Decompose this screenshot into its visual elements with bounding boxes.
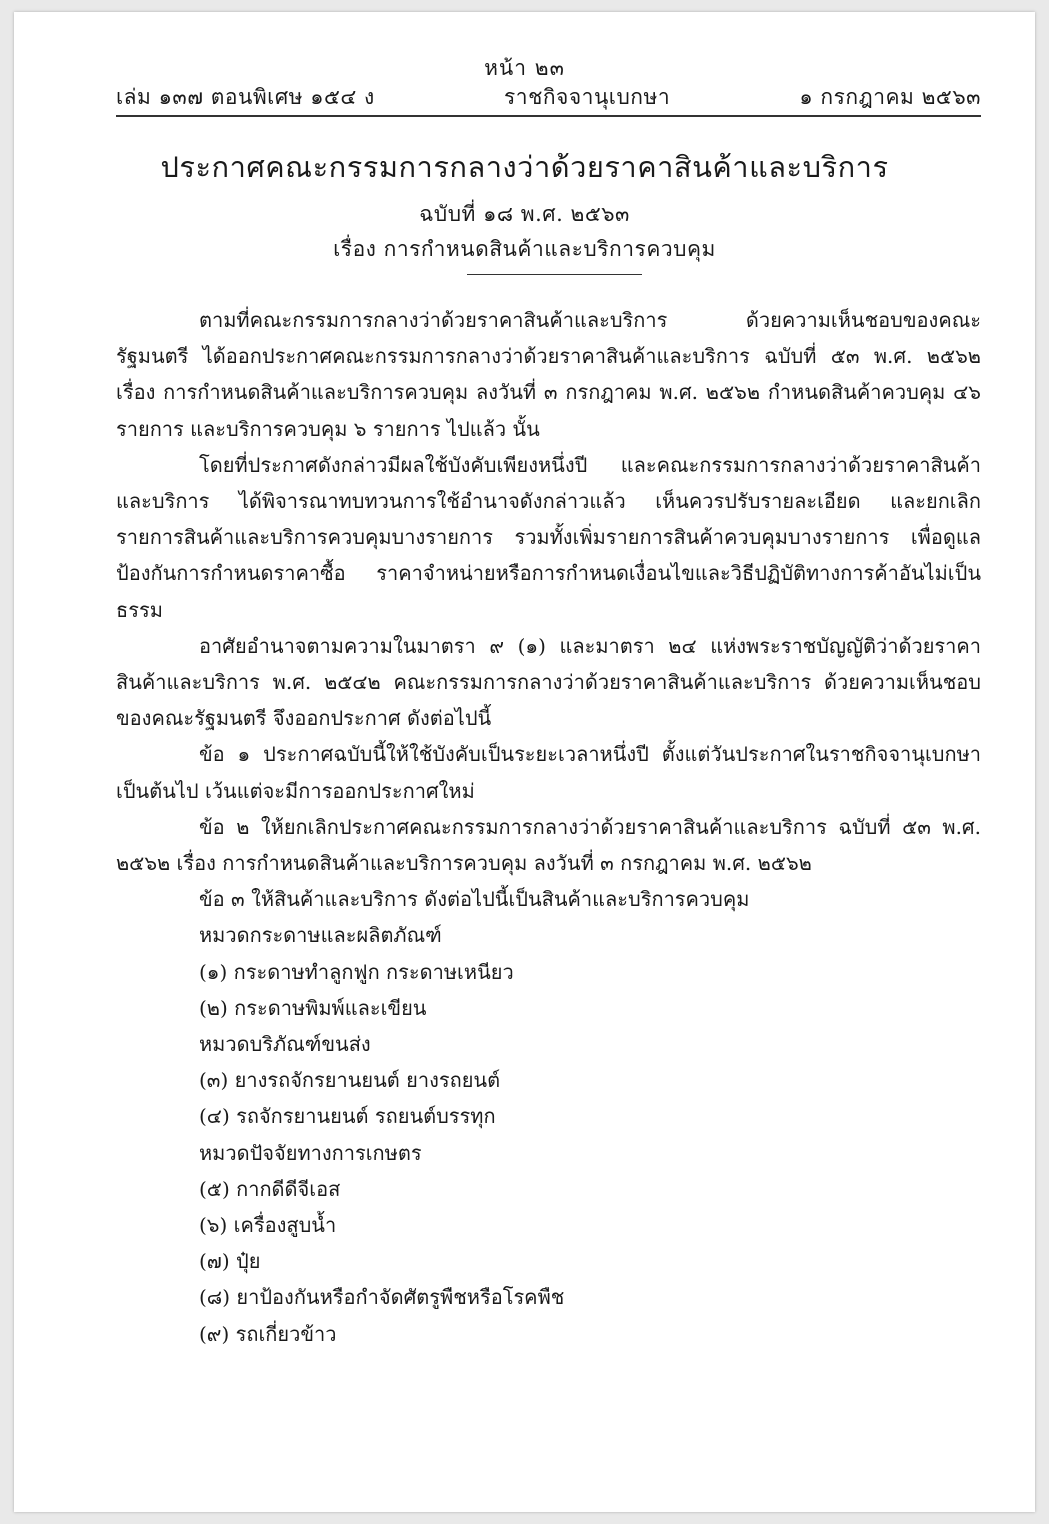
publication-date: ๑ กรกฎาคม ๒๕๖๓	[799, 84, 981, 109]
paragraph-reason: โดยที่ประกาศดังกล่าวมีผลใช้บังคับเพียงหนึ่งปี และคณะกรรมการกลางว่าด้วยราคาสินค้า และบริการ ได้พิจารณาทบทวนการใช้อำนาจดังกล่าวแล้ว เห็นควรปรับรายละเอียด และยกเลิก รายการสินค้าและบริการควบคุมบางรายการ รวมทั้งเพิ่มรายการสินค้าควบคุมบางรายการ เพื่อดูแล ป้องกันการกำหนดราคาซื้อ ราคาจำหน่ายหรือการกำหนดเงื่อนไขและวิธีปฏิบัติทางการค้าอันไม่เป็นธรรม	[116, 452, 981, 622]
gazette-page	[14, 12, 1035, 1512]
paragraph-authority: อาศัยอำนาจตามความในมาตรา ๙ (๑) และมาตรา ๒๔ แห่งพระราชบัญญัติว่าด้วยราคา สินค้าและบริการ พ.ศ. ๒๕๔๒ คณะกรรมการกลางว่าด้วยราคาสินค้าและบริการ ด้วยความเห็นชอบ ของคณะรัฐมนตรี จึงออกประกาศ ดังต่อไปนี้	[116, 633, 981, 731]
list-item: (๘) ยาป้องกันหรือกำจัดศัตรูพืชหรือโรคพืช	[199, 1285, 565, 1310]
gazette-header	[116, 82, 981, 112]
category-title: หมวดกระดาษและผลิตภัณฑ์	[199, 923, 442, 948]
list-item: (๖) เครื่องสูบน้ำ	[199, 1213, 337, 1238]
header-divider	[116, 115, 981, 117]
clause-1: ข้อ ๑ ประกาศฉบับนี้ให้ใช้บังคับเป็นระยะเวลาหนึ่งปี ตั้งแต่วันประกาศในราชกิจจานุเบกษา เป็นต้นไป เว้นแต่จะมีการออกประกาศใหม่	[116, 742, 981, 803]
paragraph-preamble: ตามที่คณะกรรมการกลางว่าด้วยราคาสินค้าและบริการ ด้วยความเห็นชอบของคณะรัฐมนตรี ได้ออกประกาศคณะกรรมการกลางว่าด้วยราคาสินค้าและบริการ ฉบับที่ ๕๓ พ.ศ. ๒๕๖๒ เรื่อง การกำหนดสินค้าและบริการควบคุม ลงวันที่ ๓ กรกฎาคม พ.ศ. ๒๕๖๒ กำหนดสินค้าควบคุม ๔๖ รายการ และบริการควบคุม ๖ รายการ ไปแล้ว นั้น	[116, 308, 981, 441]
clause-3: ข้อ ๓ ให้สินค้าและบริการ ดังต่อไปนี้เป็นสินค้าและบริการควบคุม	[199, 887, 750, 912]
list-item: (๓) ยางรถจักรยานยนต์ ยางรถยนต์	[199, 1068, 501, 1093]
category-title: หมวดปัจจัยทางการเกษตร	[199, 1140, 422, 1165]
gazette-name: ราชกิจจานุเบกษา	[504, 84, 671, 109]
list-item: (๒) กระดาษพิมพ์และเขียน	[199, 995, 427, 1020]
list-item: (๔) รถจักรยานยนต์ รถยนต์บรรทุก	[199, 1104, 496, 1129]
list-item: (๕) กากดีดีจีเอส	[199, 1176, 341, 1201]
title-divider	[467, 274, 642, 275]
document-body	[116, 302, 981, 1352]
category-title: หมวดบริภัณฑ์ขนส่ง	[199, 1032, 371, 1057]
document-subject: เรื่อง การกำหนดสินค้าและบริการควบคุม	[333, 237, 716, 261]
clause-2: ข้อ ๒ ให้ยกเลิกประกาศคณะกรรมการกลางว่าด้วยราคาสินค้าและบริการ ฉบับที่ ๕๓ พ.ศ. ๒๕๖๒ เรื่อง การกำหนดสินค้าและบริการควบคุม ลงวันที่ ๓ กรกฎาคม พ.ศ. ๒๕๖๒	[116, 814, 981, 876]
list-item: (๙) รถเกี่ยวข้าว	[199, 1321, 337, 1346]
volume-issue: เล่ม ๑๓๗ ตอนพิเศษ ๑๕๔ ง	[116, 84, 375, 109]
page-number: หน้า ๒๓	[484, 56, 565, 80]
list-item: (๗) ปุ๋ย	[199, 1249, 261, 1274]
list-item: (๑) กระดาษทำลูกฟูก กระดาษเหนียว	[199, 959, 514, 984]
document-edition: ฉบับที่ ๑๘ พ.ศ. ๒๕๖๓	[419, 202, 630, 226]
document-title: ประกาศคณะกรรมการกลางว่าด้วยราคาสินค้าและบริการ	[160, 150, 889, 184]
